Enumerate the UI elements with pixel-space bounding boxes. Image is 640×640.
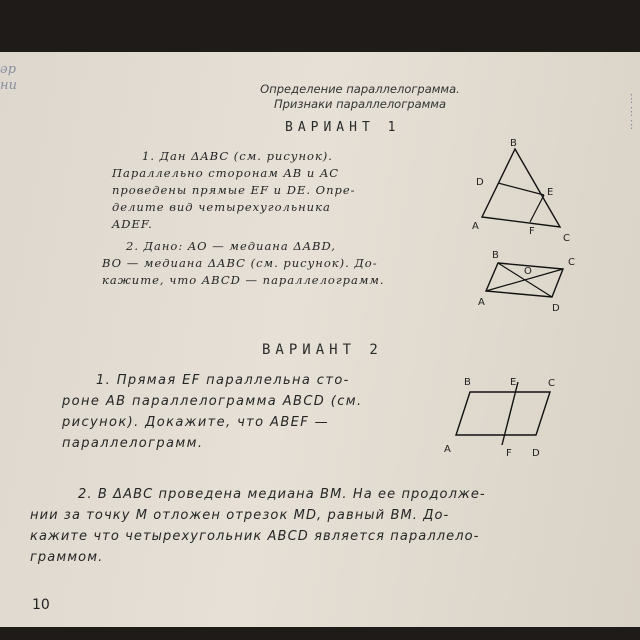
label-o: O [524, 266, 532, 277]
label-a: A [478, 297, 485, 308]
label-d: D [476, 177, 484, 188]
label-e: E [547, 187, 554, 198]
task-line: граммом. [30, 550, 104, 565]
task-line: роне AB параллелограмма ABCD (см. [62, 394, 363, 409]
task-line: 2. Дано: AO — медиана ΔABD, [126, 239, 336, 253]
label-e: E [510, 377, 517, 388]
variant1-task2 [102, 238, 385, 289]
label-d: D [552, 303, 560, 314]
figure-parallelogram-abcd [440, 370, 570, 465]
task-line: нии за точку M отложен отрезок MD, равный BM. До- [30, 508, 450, 523]
figure-triangle-abc [460, 137, 585, 247]
section-title-line1: Определение параллелограмма. [260, 82, 460, 96]
variant1-heading: ВАРИАНТ 1 [285, 120, 401, 135]
task-line: 1. Дан ΔABC (см. рисунок). [142, 149, 333, 163]
label-f: F [506, 448, 512, 459]
task-line: Параллельно сторонам AB и AC [112, 166, 340, 180]
label-b: B [464, 377, 471, 388]
task-line: проведены прямые EF и DE. Опре- [112, 183, 356, 197]
task-line: ADEF. [112, 217, 153, 231]
variant2-task1 [62, 370, 363, 454]
label-c: C [548, 378, 555, 389]
section-title-line2: Признаки параллелограмма [273, 97, 447, 111]
label-f: F [529, 226, 535, 237]
variant2-task2 [30, 484, 486, 568]
task-line: 1. Прямая EF параллельна сто- [96, 373, 350, 388]
label-b: B [492, 250, 499, 261]
variant1-task1 [112, 148, 356, 233]
task-line: BO — медиана ΔABC (см. рисунок). До- [102, 256, 378, 270]
page-number: 10 [32, 597, 50, 613]
label-b: B [510, 138, 517, 149]
task-line: делите вид четырехугольника [112, 200, 331, 214]
label-c: C [568, 257, 575, 268]
textbook-page [0, 52, 640, 627]
label-d: D [532, 448, 540, 459]
task-line: 2. В ΔABC проведена медиана BM. На ее продолже- [78, 487, 486, 502]
margin-handwriting-right: ⋮ ⋮ ⋮ [626, 92, 637, 131]
label-c: C [563, 233, 570, 244]
label-a: A [444, 444, 451, 455]
task-line: рисунок). Докажите, что ABEF — [62, 415, 330, 430]
task-line: кажите, что ABCD — параллелограмм. [102, 273, 385, 287]
figure-rectangle-abcd [470, 245, 585, 320]
task-line: кажите что четырехугольник ABCD является параллело- [30, 529, 480, 544]
task-line: параллелограмм. [62, 436, 204, 451]
margin-handwriting: ǝр ни [0, 62, 17, 93]
variant2-heading: ВАРИАНТ 2 [262, 342, 383, 358]
label-a: A [472, 221, 479, 232]
